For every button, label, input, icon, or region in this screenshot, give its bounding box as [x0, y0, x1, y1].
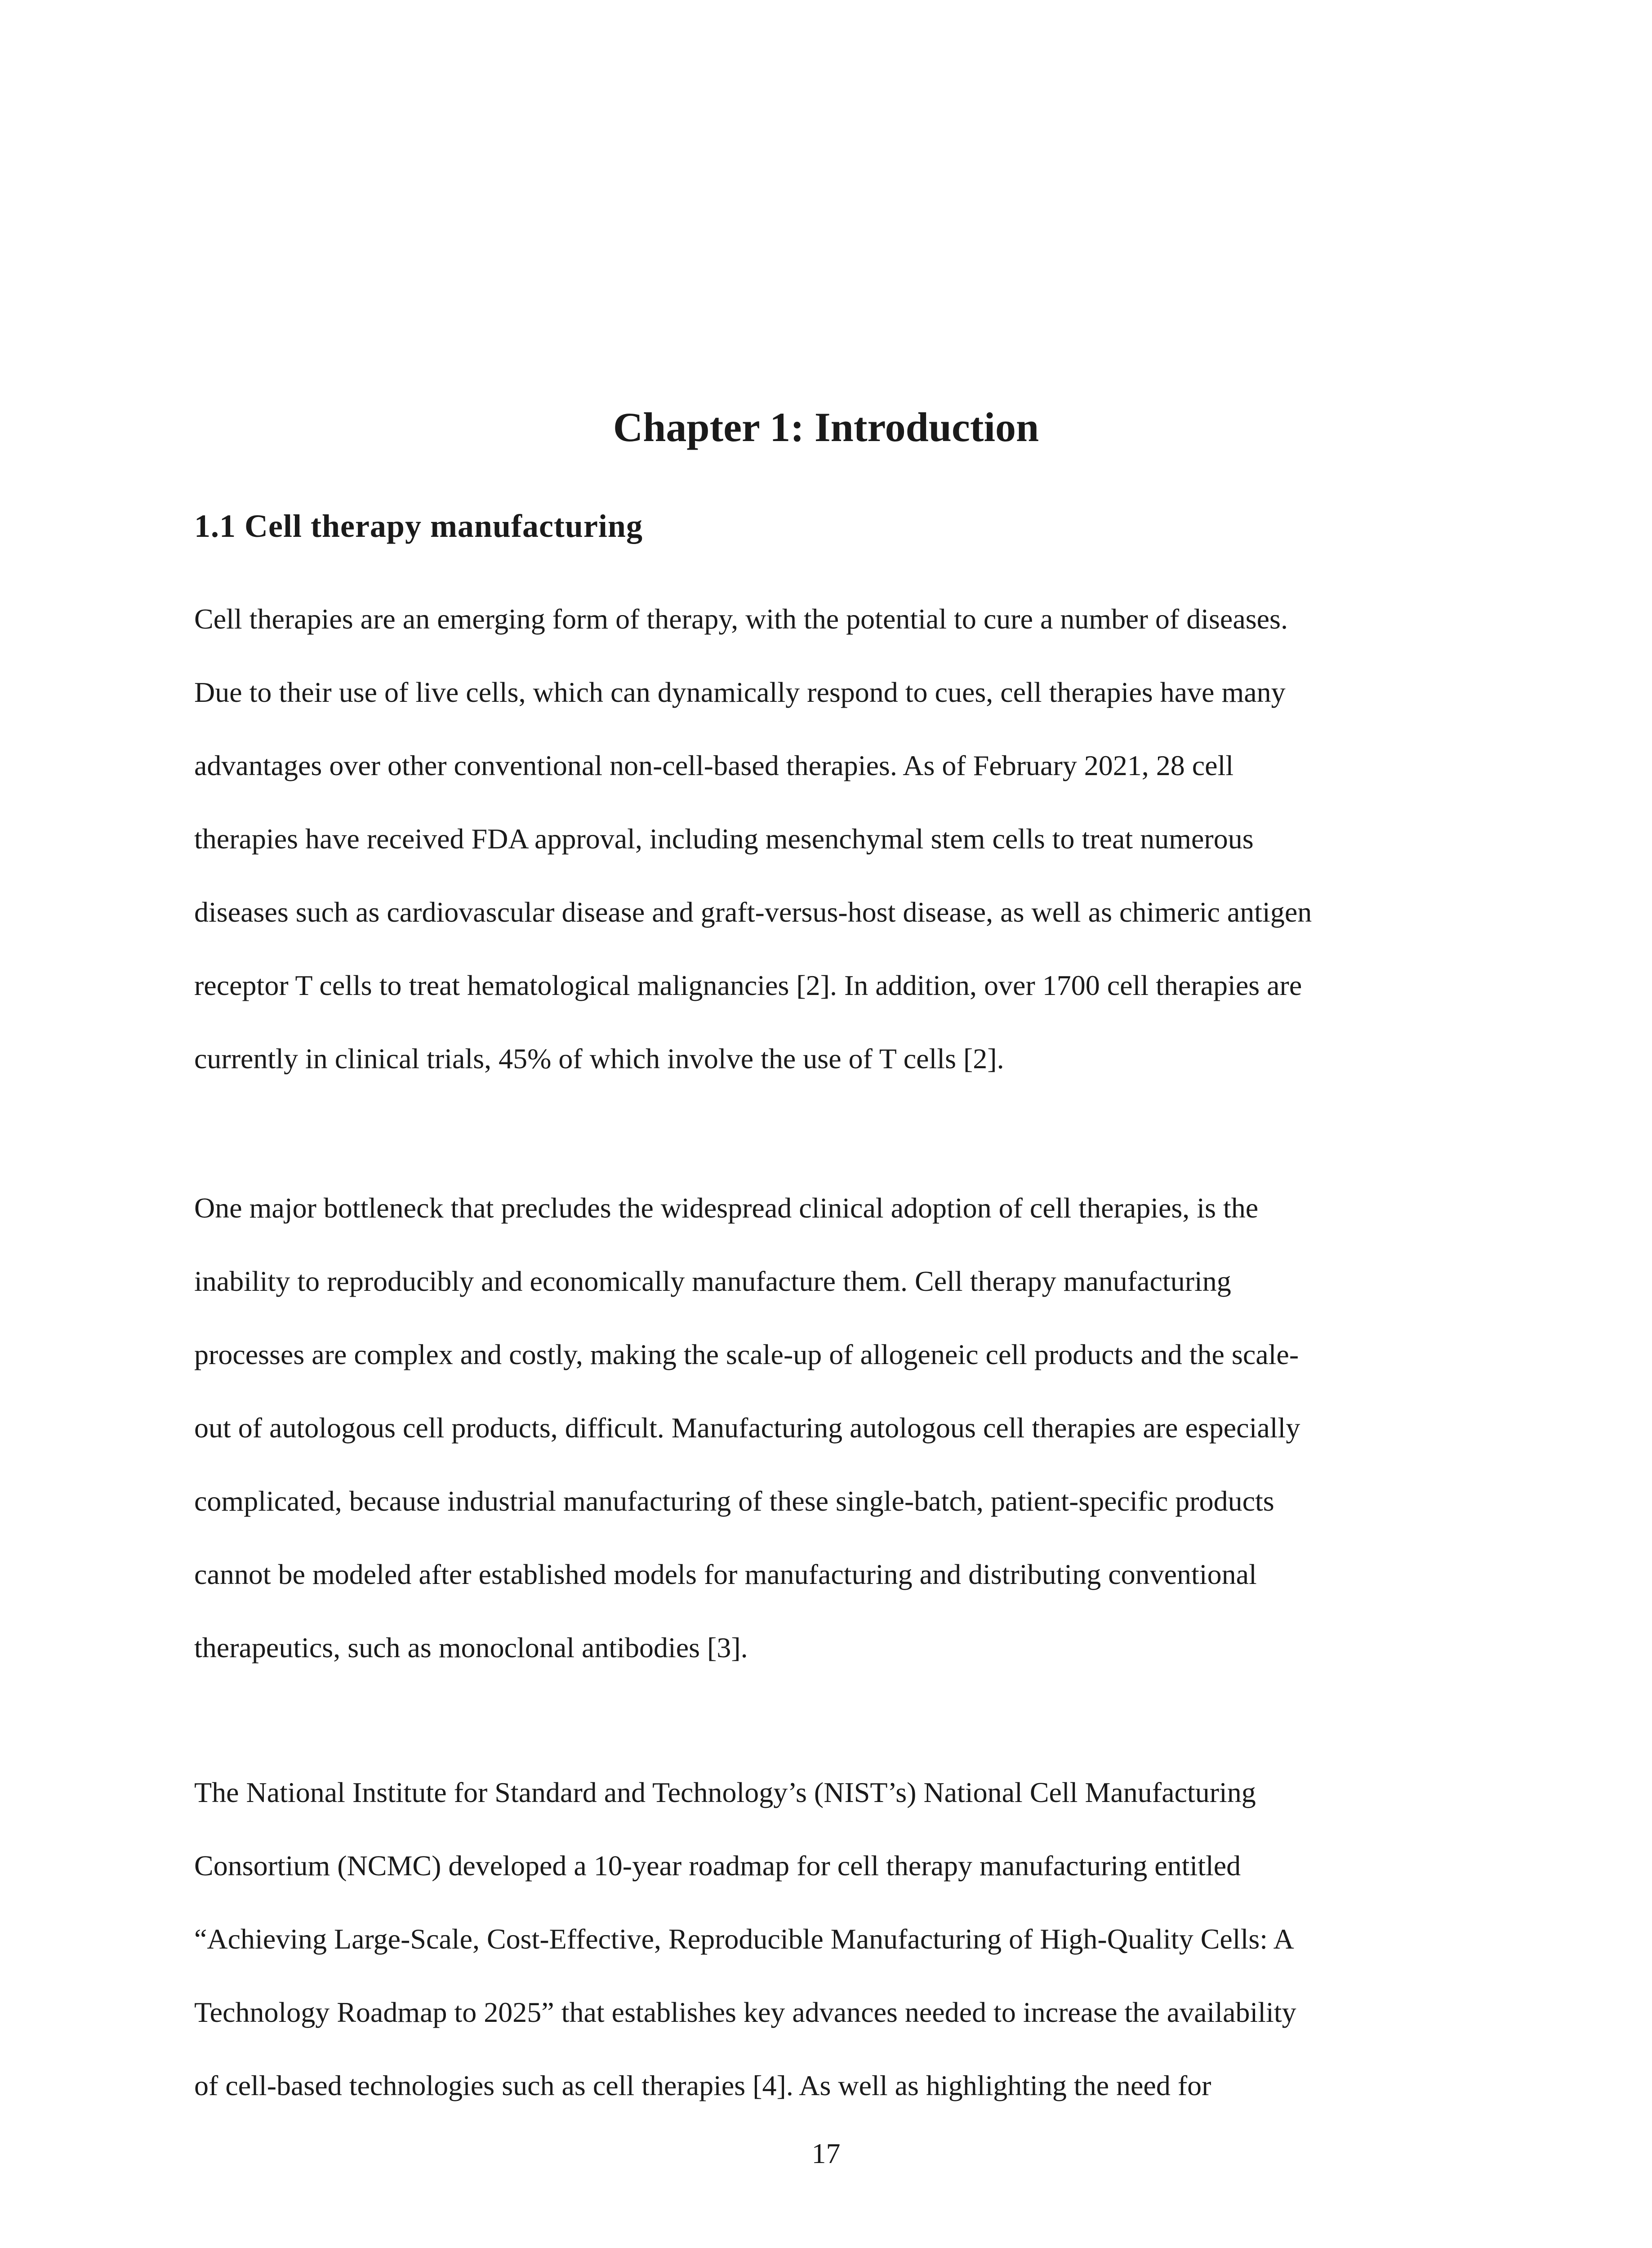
chapter-title: Chapter 1: Introduction	[613, 404, 1039, 450]
text-line: currently in clinical trials, 45% of which involve the use of T cells [2].	[194, 1043, 1004, 1075]
paragraph-cell-therapies-intro	[194, 582, 1458, 1095]
text-line: of cell-based technologies such as cell therapies [4]. As well as highlighting the need for	[194, 2070, 1211, 2101]
text-line: One major bottleneck that precludes the widespread clinical adoption of cell therapies, is the	[194, 1192, 1259, 1224]
text-line: advantages over other conventional non-cell-based therapies. As of February 2021, 28 cell	[194, 749, 1234, 781]
text-line: therapeutics, such as monoclonal antibodies [3].	[194, 1632, 748, 1664]
paragraph-manufacturing-bottleneck	[194, 1171, 1458, 1684]
text-line: Technology Roadmap to 2025” that establishes key advances needed to increase the availability	[194, 1996, 1296, 2028]
text-line: out of autologous cell products, difficult. Manufacturing autologous cell therapies are especially	[194, 1412, 1300, 1444]
text-line: Due to their use of live cells, which can dynamically respond to cues, cell therapies have many	[194, 676, 1286, 708]
text-line: The National Institute for Standard and Technology’s (NIST’s) National Cell Manufacturing	[194, 1776, 1256, 1808]
paragraph-nist-roadmap	[194, 1756, 1458, 2122]
text-line: cannot be modeled after established models for manufacturing and distributing conventional	[194, 1558, 1257, 1590]
text-line: receptor T cells to treat hematological malignancies [2]. In addition, over 1700 cell therapies are	[194, 969, 1302, 1001]
text-line: processes are complex and costly, making the scale-up of allogeneic cell products and the scale-	[194, 1338, 1299, 1370]
text-line: “Achieving Large-Scale, Cost-Effective, Reproducible Manufacturing of High-Quality Cells: A	[194, 1923, 1294, 1955]
text-line: diseases such as cardiovascular disease and graft-versus-host disease, as well as chimeric antigen	[194, 896, 1312, 928]
text-line: Cell therapies are an emerging form of therapy, with the potential to cure a number of diseases.	[194, 603, 1288, 635]
page-number: 17	[811, 2137, 841, 2169]
text-line: therapies have received FDA approval, including mesenchymal stem cells to treat numerous	[194, 823, 1254, 855]
text-line: complicated, because industrial manufacturing of these single-batch, patient-specific products	[194, 1485, 1274, 1517]
text-line: inability to reproducibly and economically manufacture them. Cell therapy manufacturing	[194, 1265, 1231, 1297]
section-heading: 1.1 Cell therapy manufacturing	[194, 508, 643, 544]
text-line: Consortium (NCMC) developed a 10-year roadmap for cell therapy manufacturing entitled	[194, 1850, 1241, 1882]
